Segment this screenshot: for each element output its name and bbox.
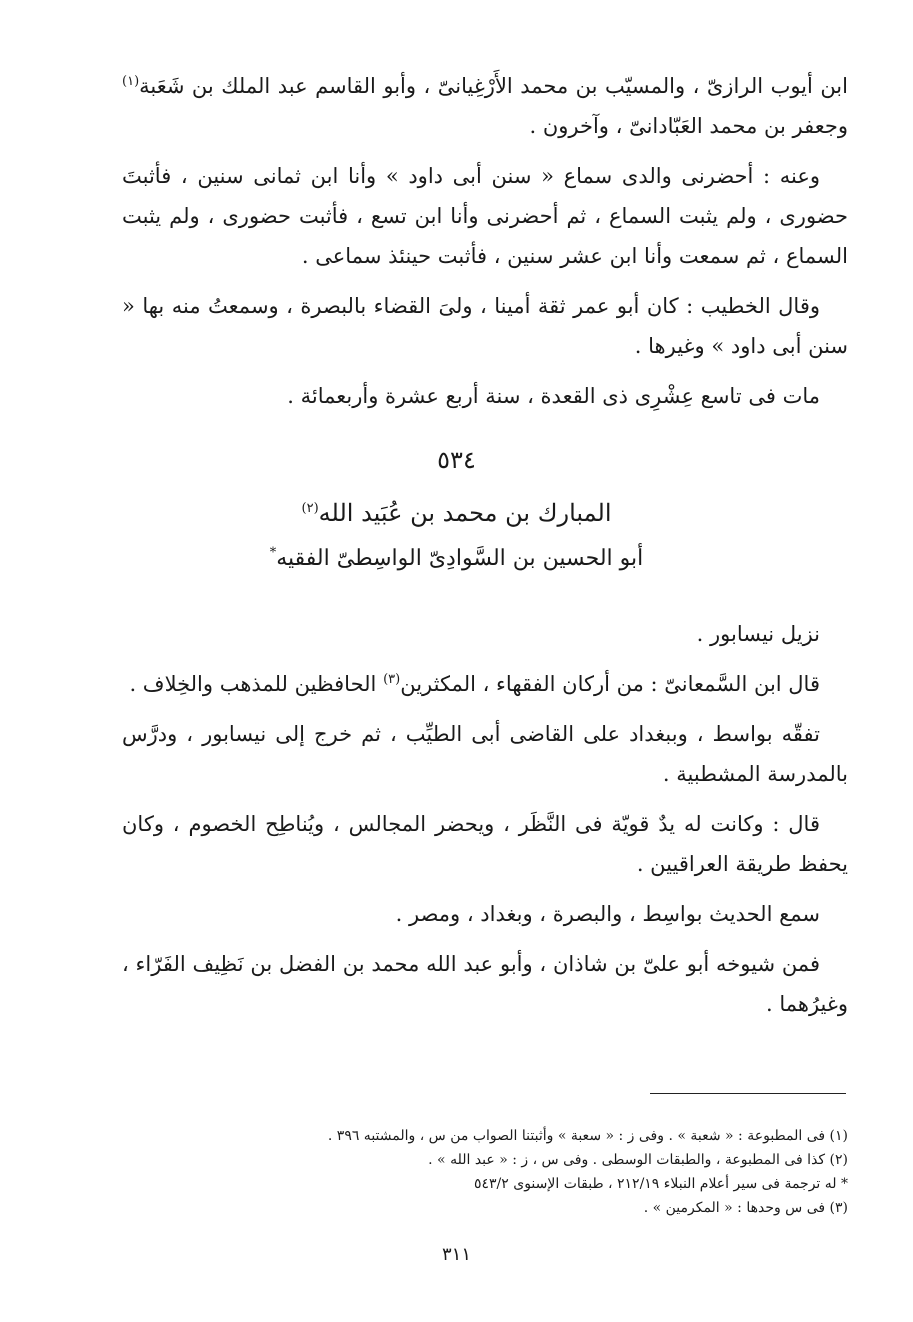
paragraph-anhu: وعنه : أحضرنى والدى سماع « سنن أبى داود » وأنا ابن ثمانى سنين ، فأثبتَ حضورى ، ولم يثبت السماع ، ثم أحضرنى وأنا ابن تسع ، فأثبت حضورى ، ولم يثبت السماع ، ثم سمعت وأنا ابن عشر سنين ، فأثبت حينئذ سماعى . [122,164,848,268]
paragraph-death: مات فى تاسع عِشْرِى ذى القعدة ، سنة أربع عشرة وأربعمائة . [287,384,820,408]
footnotes [200,1124,848,1220]
asterisk-note-marker[interactable]: * [269,545,277,561]
footnote-asterisk: * له ترجمة فى سير أعلام النبلاء ٢١٢/١٩ ، طبقات الإسنوى ٥٤٣/٢ [473,1176,848,1192]
paragraph-nazil: نزيل نيسابور . [696,622,820,646]
continuation-text-2: وجعفر بن محمد العَبّادانىّ ، وآخرون . [529,114,848,138]
entry-kunya [0,538,913,580]
paragraph-qal: قال : وكانت له يدٌ قويّة فى النَّظَر ، ويحضر المجالس ، ويُناطِح الخصوم ، وكان يحفظ طريقة العراقيين . [122,812,848,876]
paragraph-tafaqqah: تفقّه بواسط ، وببغداد على القاضى أبى الطيِّب ، ثم خرج إلى نيسابور ، ودرَّس بالمدرسة المشطبية . [122,722,848,786]
footnote-ref-3[interactable]: (٣) [383,672,401,687]
footnote-ref-1[interactable]: (١) [122,74,140,89]
footnote-1: (١) فى المطبوعة : « شعبة » . وفى ز : « سعبة » وأثبتنا الصواب من س ، والمشتبه ٣٩٦ . [327,1128,848,1144]
paragraph-samani [122,664,848,704]
footnote-divider [650,1093,846,1094]
entry-name-text: المبارك بن محمد بن عُبَيد الله [318,499,612,527]
body-text-lower [122,614,848,1034]
paragraph-khatib: وقال الخطيب : كان أبو عمر ثقة أمينا ، ولىَ القضاء بالبصرة ، وسمعتُ منه بها « سنن أبى داود » وغيرها . [122,294,848,358]
paragraph-continuation [122,66,848,146]
entry-name [0,490,913,536]
paragraph-sami: سمع الحديث بواسِط ، والبصرة ، وبغداد ، ومصر . [395,902,820,926]
paragraph-shuyukh: فمن شيوخه أبو علىّ بن شاذان ، وأبو عبد الله محمد بن الفضل بن نَظِيف الفَرّاء ، وغيرُهما . [122,952,848,1016]
continuation-text-1: ابن أيوب الرازىّ ، والمسيّب بن محمد الأَرْغِيانىّ ، وأبو القاسم عبد الملك بن شَعَبة [139,74,848,98]
footnote-3: (٣) فى س وحدها : « المكرمين » . [643,1200,848,1216]
samani-text-a: قال ابن السَّمعانىّ : من أركان الفقهاء ، المكثرين [400,672,820,696]
entry-kunya-text: أبو الحسين بن السَّوادِىّ الواسِطىّ الفقيه [276,546,644,571]
page-number: ٣١١ [441,1244,471,1265]
samani-text-b: الحافظين للمذهب والخِلاف . [129,672,377,696]
body-text-upper [122,66,848,426]
entry-header [0,438,913,580]
entry-number: ٥٣٤ [437,446,476,474]
footnote-ref-2[interactable]: (٢) [301,501,319,516]
footnote-2: (٢) كذا فى المطبوعة ، والطبقات الوسطى . وفى س ، ز : « عبد الله » . [428,1152,848,1168]
